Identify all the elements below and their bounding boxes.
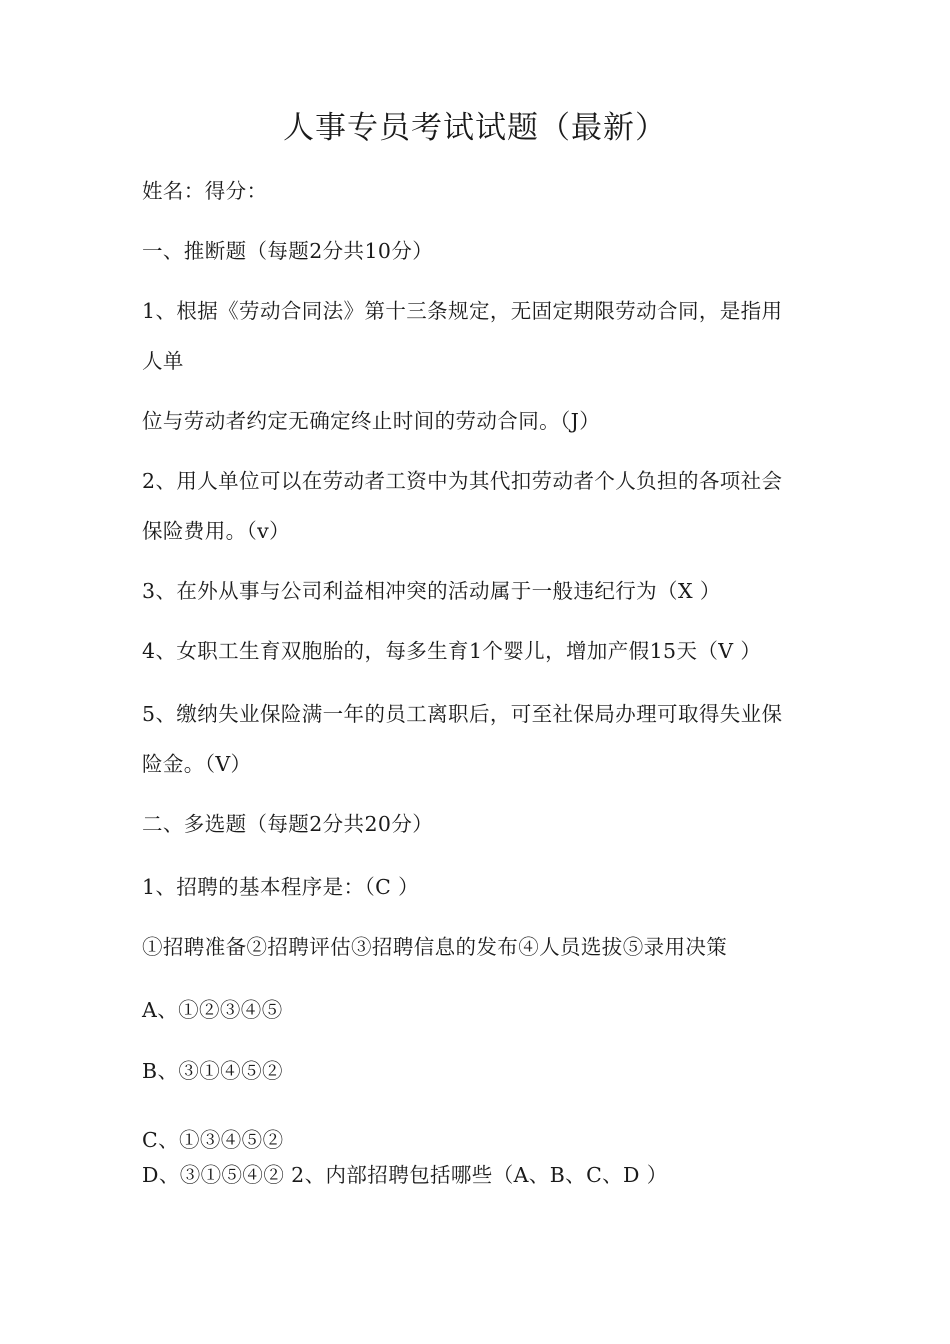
- question-1-5-line-2: 险金。（V）: [142, 752, 252, 776]
- question-1-1-line-3: 位与劳动者约定无确定终止时间的劳动合同。（J）: [142, 409, 601, 433]
- option-b: B、③①④⑤②: [142, 1059, 283, 1083]
- question-1-2-line-1: 2、用人单位可以在劳动者工资中为其代扣劳动者个人负担的各项社会: [142, 469, 783, 493]
- question-1-1-line-2: 人单: [142, 349, 184, 373]
- section-2-heading: 二、多选题（每题2分共20分）: [142, 812, 434, 836]
- question-1-5-line-1: 5、缴纳失业保险满一年的员工离职后，可至社保局办理可取得失业保: [142, 702, 783, 726]
- question-1-2-line-2: 保险费用。（v）: [142, 519, 291, 543]
- question-1-1-line-1: 1、根据《劳动合同法》第十三条规定，无固定期限劳动合同，是指用: [142, 299, 783, 323]
- name-score-line: 姓名：得分：: [142, 179, 268, 203]
- question-2-1-items: ①招聘准备②招聘评估③招聘信息的发布④人员选拔⑤录用决策: [142, 935, 728, 959]
- section-1-heading: 一、推断题（每题2分共10分）: [142, 239, 434, 263]
- option-a: A、①②③④⑤: [142, 998, 283, 1022]
- question-1-4: 4、女职工生育双胞胎的，每多生育1个婴儿，增加产假15天（V ）: [142, 639, 762, 663]
- question-1-3: 3、在外从事与公司利益相冲突的活动属于一般违纪行为（X ）: [142, 579, 721, 603]
- document-title: 人事专员考试试题（最新）: [283, 110, 667, 146]
- option-d-and-question-2-2: D、③①⑤④② 2、内部招聘包括哪些（A、B、C、D ）: [142, 1163, 668, 1187]
- question-2-1-stem: 1、招聘的基本程序是：（C ）: [142, 875, 419, 899]
- option-c: C、①③④⑤②: [142, 1128, 284, 1152]
